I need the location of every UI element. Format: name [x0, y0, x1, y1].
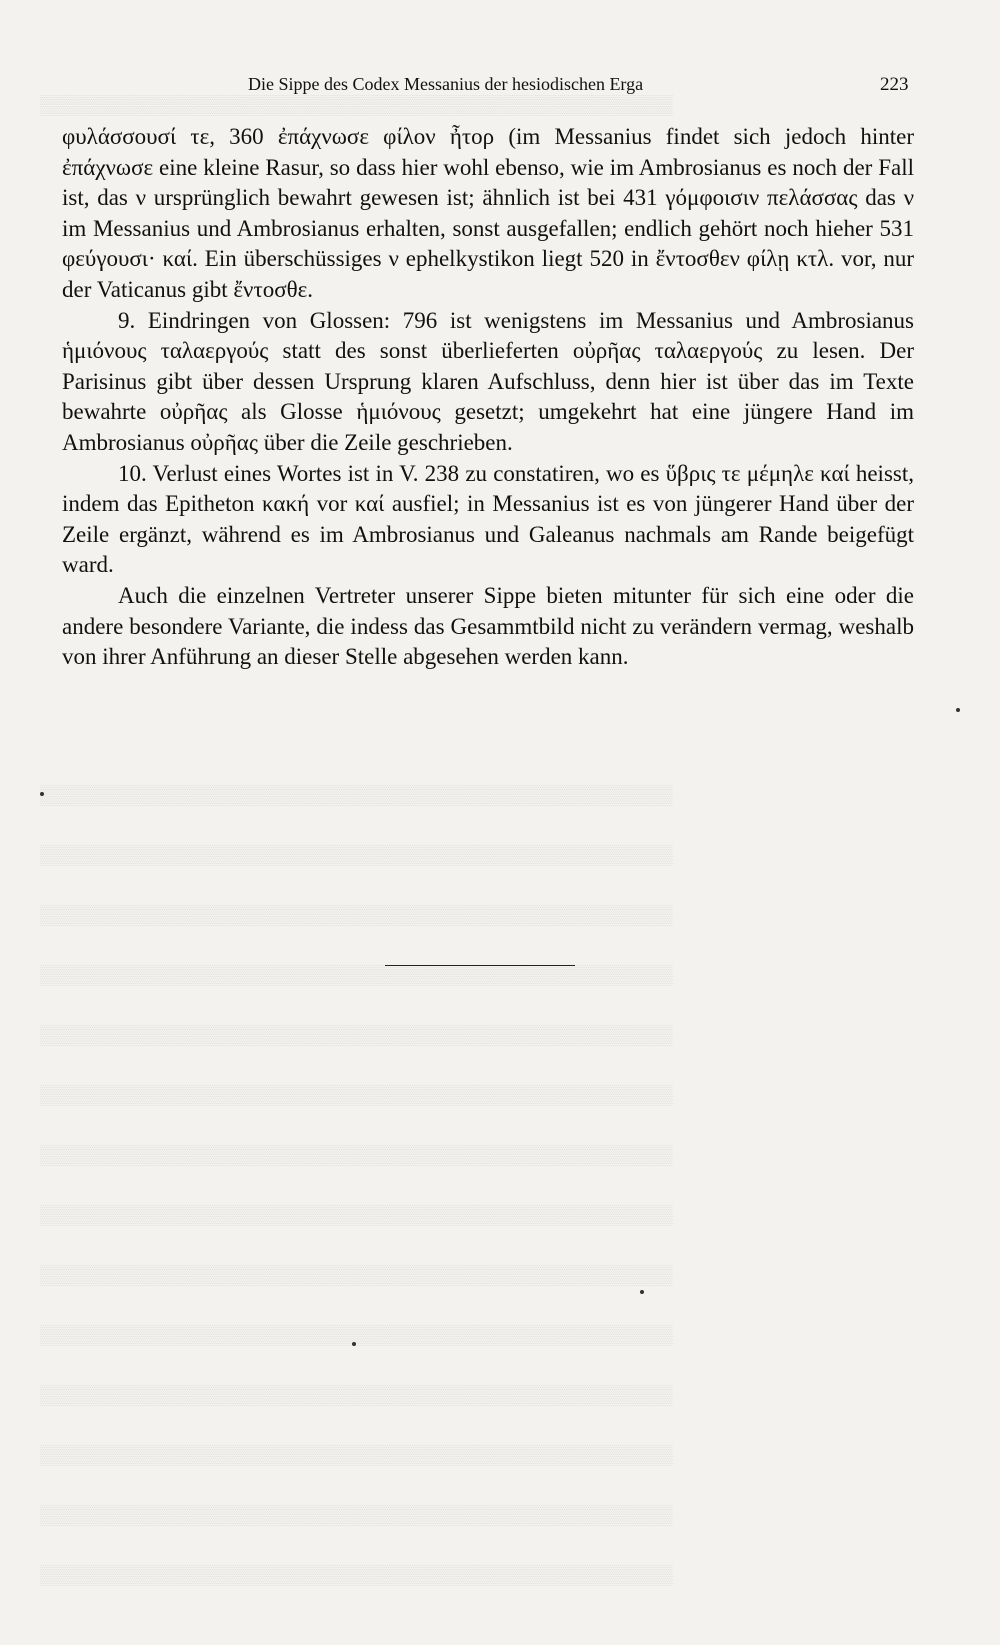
running-header	[0, 74, 1000, 104]
paragraph-1: φυλάσσουσί τε, 360 ἐπάχνωσε φίλον ἦτορ (im Messanius findet sich jedoch hinter ἐπάχνωσε eine kleine Rasur, so dass hier wohl ebenso, wie im Ambrosianus es noch der Fall ist, das ν ursprünglich bewahrt gewesen ist; ähnlich ist bei 431 γόμφοισιν πελάσσας das ν im Messanius und Ambrosianus erhalten, sonst ausgefallen; endlich gehört noch hieher 531 φεύγουσι· καί. Ein überschüssiges ν ephelkystikon liegt 520 in ἔντοσθεν φίλῃ κτλ. vor, nur der Vaticanus gibt ἔντοσθε.	[62, 124, 914, 302]
paragraph-4: Auch die einzelnen Vertreter unserer Sippe bieten mitunter für sich eine oder die andere besondere Variante, die indess das Gesammtbild nicht zu verändern vermag, weshalb von ihrer Anführung an dieser Stelle abgesehen werden kann.	[62, 582, 914, 670]
ink-speck	[40, 792, 44, 796]
body-text	[62, 122, 914, 673]
ink-speck	[640, 1290, 644, 1294]
ink-speck	[352, 1342, 356, 1346]
paragraph-3: 10. Verlust eines Wortes ist in V. 238 zu constatiren, wo es ὕβρις τε μέμηλε καί heisst, indem das Epitheton κακή vor καί ausfiel; in Messanius ist es von jüngerer Hand über der Zeile ergänzt, während es im Ambrosianus und Galeanus nachmals am Rande beigefügt ward.	[62, 460, 914, 578]
section-end-rule	[385, 965, 575, 966]
paragraph-2: 9. Eindringen von Glossen: 796 ist wenigstens im Messanius und Ambrosianus ἡμιόνους ταλαεργούς statt des sonst überlieferten οὐρῆας ταλαεργούς zu lesen. Der Parisinus gibt über dessen Ursprung klaren Aufschluss, denn hier ist über das im Texte bewahrte οὐρῆας als Glosse ἡμιόνους gesetzt; umgekehrt hat eine jüngere Hand im Ambrosianus οὐρῆας über die Zeile geschrieben.	[62, 307, 914, 455]
ink-speck	[956, 708, 960, 712]
bleed-through-texture: ▒▒▒▒▒▒▒▒▒▒▒▒▒▒▒▒▒▒▒▒▒▒▒▒▒▒▒▒▒▒▒▒▒▒▒▒▒▒▒▒▒▒▒▒▒▒▒ ▒▒▒▒▒▒▒▒▒▒▒▒▒▒▒▒▒▒▒▒▒▒▒▒▒▒▒▒▒▒▒▒▒▒▒▒▒▒▒▒▒▒▒▒▒▒▒ ▒▒▒▒▒▒▒▒▒▒▒▒▒▒▒▒▒▒▒▒▒▒▒▒▒▒▒▒▒▒▒▒▒▒▒▒▒▒▒▒▒▒▒▒▒▒▒ ▒▒▒▒▒▒▒▒▒▒▒▒▒▒▒▒▒▒▒▒▒▒▒▒▒▒▒▒▒▒▒▒▒▒▒▒▒▒▒▒▒▒▒▒▒▒▒ ▒▒▒▒▒▒▒▒▒▒▒▒▒▒▒▒▒▒▒▒▒▒▒▒▒▒▒▒▒▒▒▒▒▒▒▒▒▒▒▒▒▒▒▒▒▒▒ ▒▒▒▒▒▒▒▒▒▒▒▒▒▒▒▒▒▒▒▒▒▒▒▒▒▒▒▒▒▒▒▒▒▒▒▒▒▒▒▒▒▒▒▒▒▒▒ ▒▒▒▒▒▒▒▒▒▒▒▒▒▒▒▒▒▒▒▒▒▒▒▒▒▒▒▒▒▒▒▒▒▒▒▒▒▒▒▒▒▒▒▒▒▒▒ ▒▒▒▒▒▒▒▒▒▒▒▒▒▒▒▒▒▒▒▒▒▒▒▒▒▒▒▒▒▒▒▒▒▒▒▒▒▒▒▒▒▒▒▒▒▒▒ ▒▒▒▒▒▒▒▒▒▒▒▒▒▒▒▒▒▒▒▒▒▒▒▒▒▒▒▒▒▒▒▒▒▒▒▒▒▒▒▒▒▒▒▒▒▒▒ ▒▒▒▒▒▒▒▒▒▒▒▒▒▒▒▒▒▒▒▒▒▒▒▒▒▒▒▒▒▒▒▒▒▒▒▒▒▒▒▒▒▒▒▒▒▒▒ ▒▒▒▒▒▒▒▒▒▒▒▒▒▒▒▒▒▒▒▒▒▒▒▒▒▒▒▒▒▒▒▒▒▒▒▒▒▒▒▒▒▒▒▒▒▒▒ ▒▒▒▒▒▒▒▒▒▒▒▒▒▒▒▒▒▒▒▒▒▒▒▒▒▒▒▒▒▒▒▒▒▒▒▒▒▒▒▒▒▒▒▒▒▒▒ ▒▒▒▒▒▒▒▒▒▒▒▒▒▒▒▒▒▒▒▒▒▒▒▒▒▒▒▒▒▒▒▒▒▒▒▒▒▒▒▒▒▒▒▒▒▒▒ ▒▒▒▒▒▒▒▒▒▒▒▒▒▒▒▒▒▒▒▒▒▒▒▒▒▒▒▒▒▒▒▒▒▒▒▒▒▒▒▒▒▒▒▒▒▒▒ ▒▒▒▒▒▒▒▒▒▒▒▒▒▒▒▒▒▒▒▒▒▒▒▒▒▒▒▒▒▒▒▒▒▒▒▒▒▒▒▒▒▒▒▒▒▒▒	[40, 95, 673, 1586]
running-title: Die Sippe des Codex Messanius der hesiodischen Erga	[248, 74, 644, 94]
page-number: 223	[880, 74, 909, 95]
